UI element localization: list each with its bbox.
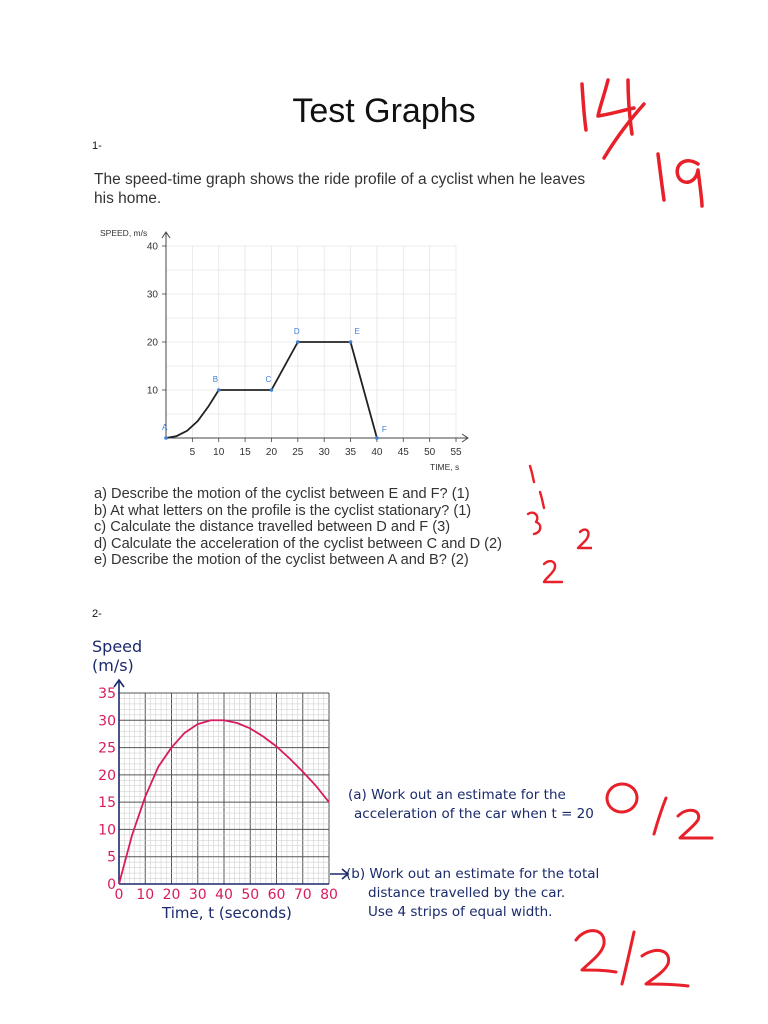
graph-2-x-axis-label: Time, t (seconds) bbox=[162, 904, 292, 922]
page-title: Test Graphs bbox=[292, 92, 476, 130]
x-tick-label: 5 bbox=[189, 447, 196, 458]
question-1-marks-icon bbox=[520, 460, 592, 590]
question-1e: e) Describe the motion of the cyclist between A and B? (2) bbox=[94, 552, 469, 568]
x-tick-label: 55 bbox=[450, 447, 462, 458]
x-tick-label: 70 bbox=[293, 887, 312, 903]
y-tick-label: 25 bbox=[98, 740, 116, 757]
question-2b-line-3: Use 4 strips of equal width. bbox=[368, 904, 553, 920]
question-1-list bbox=[94, 486, 502, 569]
arrow-to-part-b-icon bbox=[328, 864, 352, 884]
point-f bbox=[375, 436, 379, 440]
question-1-intro: The speed-time graph shows the ride profile of a cyclist when he leaves his home. bbox=[94, 171, 586, 207]
question-2a-line-2: acceleration of the car when t = 20 bbox=[354, 806, 594, 822]
question-1a: a) Describe the motion of the cyclist between E and F? (1) bbox=[94, 486, 470, 502]
question-2-number: 2- bbox=[92, 608, 102, 620]
x-tick-label: 60 bbox=[267, 887, 286, 903]
x-tick-label: 30 bbox=[188, 887, 207, 903]
question-2b bbox=[346, 865, 599, 922]
x-tick-label: 50 bbox=[424, 447, 436, 458]
question-1d: d) Calculate the acceleration of the cyclist between C and D (2) bbox=[94, 535, 503, 552]
x-tick-label: 50 bbox=[241, 887, 260, 903]
point-b bbox=[217, 388, 221, 392]
graph-1-x-axis-label: TIME, s bbox=[430, 462, 460, 472]
question-1c: c) Calculate the distance travelled between D and F (3) bbox=[94, 519, 451, 535]
x-tick-label: 40 bbox=[215, 887, 233, 903]
x-tick-label: 0 bbox=[114, 887, 124, 903]
x-tick-label: 10 bbox=[136, 887, 155, 903]
y-tick-label: 0 bbox=[107, 877, 116, 893]
y-tick-label: 30 bbox=[146, 289, 158, 301]
point-a bbox=[164, 436, 168, 440]
total-score-mark-icon bbox=[568, 60, 718, 210]
y-tick-label: 30 bbox=[98, 713, 116, 730]
question-2b-line-1: (b) Work out an estimate for the total bbox=[346, 866, 600, 882]
question-1-number: 1- bbox=[92, 140, 102, 152]
question-2b-line-2: distance travelled by the car. bbox=[368, 885, 566, 901]
question-2a-score-mark-icon bbox=[596, 776, 718, 842]
x-tick-label: 25 bbox=[292, 447, 304, 458]
x-tick-label: 15 bbox=[239, 447, 251, 458]
point-label-d: D bbox=[293, 327, 300, 336]
graph-2-y-axis-label: Speed bbox=[92, 637, 143, 656]
point-c bbox=[270, 388, 274, 392]
speed-time-graph-2 bbox=[88, 630, 350, 930]
y-tick-label: 15 bbox=[98, 795, 116, 812]
y-tick-label: 40 bbox=[146, 241, 158, 253]
y-tick-label: 20 bbox=[146, 337, 158, 349]
question-2a-line-1: (a) Work out an estimate for the bbox=[348, 787, 566, 803]
question-2b-score-mark-icon bbox=[568, 920, 696, 992]
point-label-e: E bbox=[354, 327, 360, 336]
point-label-b: B bbox=[212, 375, 219, 384]
graph-1-y-axis-label: SPEED, m/s bbox=[100, 228, 148, 238]
x-tick-label: 10 bbox=[213, 447, 225, 458]
y-tick-label: 35 bbox=[98, 686, 116, 702]
point-d bbox=[296, 340, 300, 344]
x-tick-label: 40 bbox=[371, 447, 383, 458]
x-tick-label: 30 bbox=[318, 447, 330, 458]
y-tick-label: 10 bbox=[146, 385, 158, 397]
point-label-a: A bbox=[162, 423, 168, 432]
graph-2-y-axis-unit: (m/s) bbox=[92, 656, 134, 675]
x-tick-label: 80 bbox=[320, 887, 338, 903]
x-tick-label: 20 bbox=[265, 447, 278, 458]
x-tick-label: 35 bbox=[344, 447, 357, 458]
x-tick-label: 20 bbox=[162, 887, 181, 903]
speed-time-graph-1 bbox=[90, 222, 480, 482]
point-label-c: C bbox=[265, 375, 272, 384]
y-tick-label: 5 bbox=[107, 849, 116, 866]
question-2a bbox=[348, 786, 594, 824]
point-e bbox=[349, 340, 353, 344]
y-tick-label: 10 bbox=[98, 822, 116, 839]
point-label-f: F bbox=[381, 425, 387, 434]
question-1b: b) At what letters on the profile is the cyclist stationary? (1) bbox=[94, 502, 472, 519]
x-tick-label: 45 bbox=[397, 447, 409, 458]
y-tick-label: 20 bbox=[98, 767, 116, 784]
